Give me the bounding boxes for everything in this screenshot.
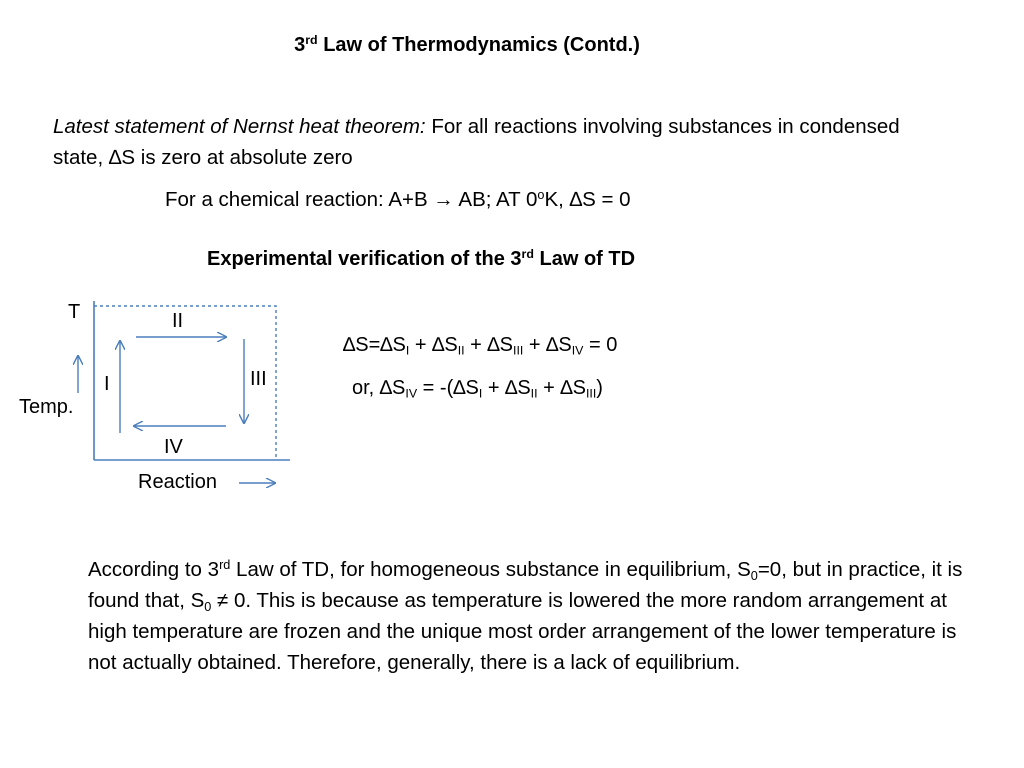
delta-symbol: ∆ xyxy=(569,188,583,211)
axis-temp-label: Temp. xyxy=(19,396,74,418)
delta-symbol: ∆ xyxy=(108,146,122,169)
dashed-bound xyxy=(94,306,276,460)
reaction-arrow-icon: → xyxy=(433,188,454,211)
page-title: 3rd Law of Thermodynamics (Contd.) xyxy=(294,33,640,56)
axis-t-label: T xyxy=(68,301,81,323)
axis-reaction-label: Reaction xyxy=(138,471,217,493)
section-subtitle: Experimental verification of the 3rd Law of TD xyxy=(207,247,636,270)
entropy-sum-equation: $\Delta S=\Delta S_I + \Delta S_{II} + \Delta S_{III} + \Delta S_{IV} = 0$ xyxy=(343,334,618,358)
entropy-iv-equation: or, $\Delta S_{IV} = -(\Delta S_I + \Delta S_{II} + \Delta S_{III})$ xyxy=(352,377,603,401)
step-1-label: I xyxy=(104,373,110,395)
statement-lead: Latest statement of Nernst heat theorem: xyxy=(53,115,426,138)
step-4-label: IV xyxy=(164,436,183,458)
reaction-example: For a chemical reaction: A+B → AB; AT 0$^o$K, ∆S = 0 xyxy=(165,187,631,211)
nernst-statement: Latest statement of Nernst heat theorem: For all reactions involving substances in condensed state, ∆S is zero at absolute zero xyxy=(53,115,900,169)
step-2-label: II xyxy=(172,310,184,332)
equilibrium-paragraph: According to 3rd Law of TD, for homogeneous substance in equilibrium, $S_0=0$, but in practice, it is found that, $S_0 \ne 0$. This is because as temperature is lowered the more random arrangement at high temperature are frozen and the unique most order arrangement of the lower temperature is not actually obtained. Therefore, generally, there is a lack of equilibrium. xyxy=(88,557,963,674)
step-3-label: III xyxy=(250,368,267,390)
